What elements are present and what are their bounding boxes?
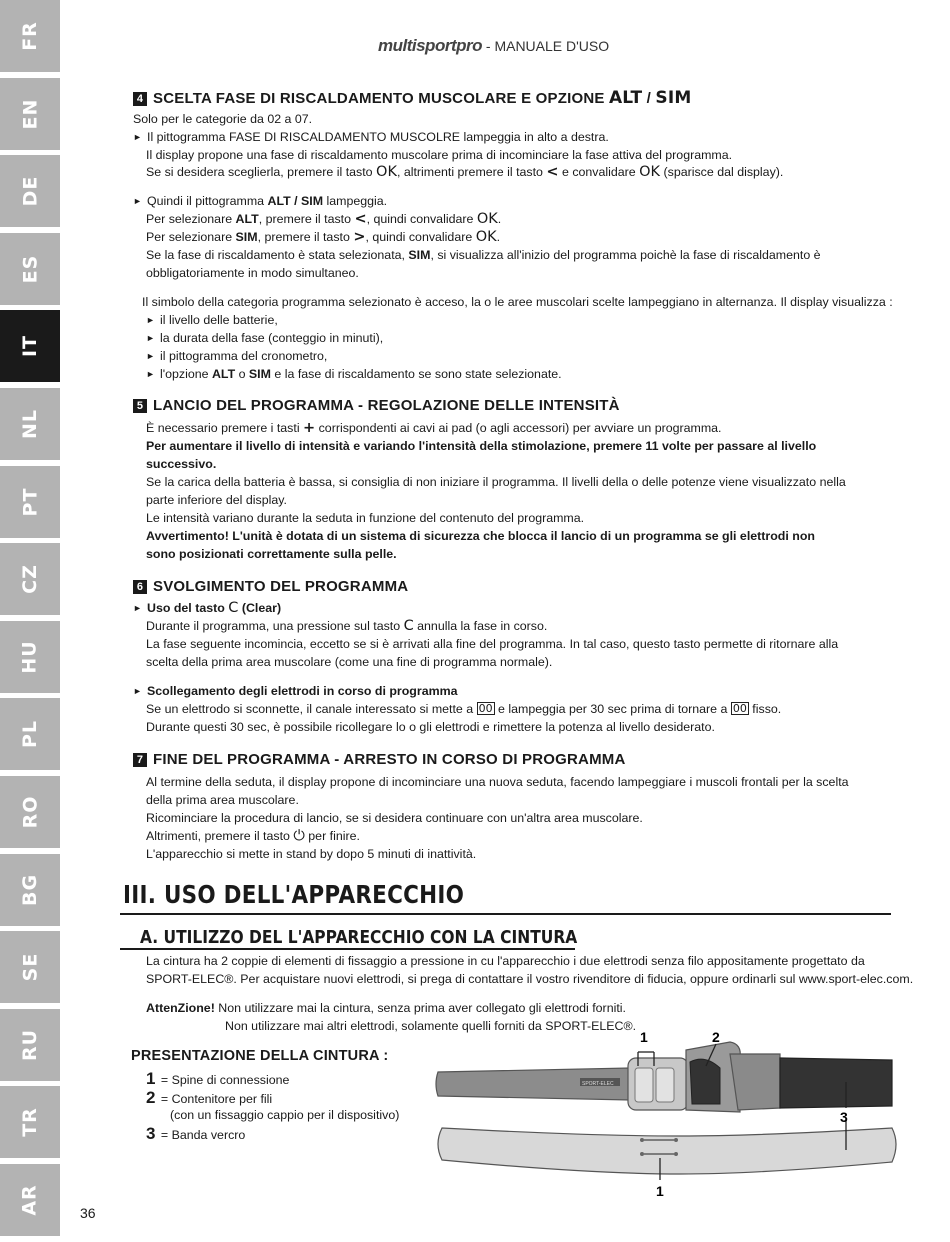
s4-line: Per selezionare SIM, premere il tasto >, quindi convalidare OK. bbox=[146, 229, 501, 245]
ok-key-icon: OK bbox=[639, 164, 661, 180]
section-number: 6 bbox=[133, 580, 147, 594]
language-tab-label: DE bbox=[18, 175, 41, 207]
s4-line: Solo per le categorie da 02 a 07. bbox=[133, 112, 313, 126]
s4-line: obbligatoriamente in modo simultaneo. bbox=[146, 266, 359, 280]
s4-line: Se si desidera sceglierla, premere il tasto OK, altrimenti premere il tasto < e convalidare OK (sparisce dal display). bbox=[146, 164, 784, 180]
legend-item: 3 = Banda vercro bbox=[146, 1124, 246, 1143]
section-7-heading bbox=[133, 751, 626, 768]
list-item: ► l'opzione ALT o SIM e la fase di riscaldamento se sono state selezionate. bbox=[146, 367, 562, 381]
plus-key-icon: + bbox=[303, 420, 316, 436]
section-number: 5 bbox=[133, 399, 147, 413]
bullet-arrow-icon: ► bbox=[133, 132, 142, 142]
s7-line: della prima area muscolare. bbox=[146, 793, 299, 807]
s6-line: scelta della prima area muscolare (come una fine di programma normale). bbox=[146, 655, 553, 669]
clear-key-icon: C bbox=[228, 600, 239, 616]
section-rule bbox=[120, 913, 891, 915]
s6-line: Durante il programma, una pressione sul tasto C annulla la fase in corso. bbox=[146, 618, 548, 634]
section-number: 7 bbox=[133, 753, 147, 767]
belt-bottom bbox=[438, 1128, 896, 1174]
bullet-arrow-icon: ► bbox=[146, 315, 155, 325]
brand-logo: multisportpro bbox=[378, 36, 482, 55]
subsection-a-title: A. UTILIZZO DEL L'APPARECCHIO CON LA CINTURA bbox=[140, 927, 578, 948]
s4-line: ► Il pittogramma FASE DI RISCALDAMENTO MUSCOLRE lampeggia in alto a destra. bbox=[133, 130, 609, 144]
language-tab-label: SE bbox=[18, 952, 41, 982]
suba-line: SPORT-ELEC®. Per acquistare nuovi elettrodi, si prega di contattare il vostro rivenditore di fiducia, oppure ordinarli sul www.sport-elec.com. bbox=[146, 972, 914, 986]
list-item: ► il pittogramma del cronometro, bbox=[146, 349, 328, 363]
suba-line: La cintura ha 2 coppie di elementi di fissaggio a pressione in cu l'apparecchio i due elettrodi senza filo appositamente progettato da bbox=[146, 954, 865, 968]
heading-text: SVOLGIMENTO DEL PROGRAMMA bbox=[153, 578, 409, 595]
s6-line: Durante questi 30 sec, è possibile ricollegare lo o gli elettrodi e rimettere la potenza al livello desiderato. bbox=[146, 720, 715, 734]
s4-line: Per selezionare ALT, premere il tasto <, quindi convalidare OK. bbox=[146, 211, 502, 227]
section-6-heading bbox=[133, 578, 408, 595]
language-tab-label: EN bbox=[18, 98, 41, 130]
language-tab-label: FR bbox=[18, 21, 41, 51]
bullet-arrow-icon: ► bbox=[133, 196, 142, 206]
language-tab-label: PL bbox=[18, 720, 41, 749]
header-title: - MANUALE D'USO bbox=[482, 38, 610, 54]
section-iii-title: III. USO DELL'APPARECCHIO bbox=[123, 880, 465, 909]
presentation-title: PRESENTAZIONE DELLA CINTURA : bbox=[131, 1048, 389, 1064]
language-tab-label: HU bbox=[19, 640, 41, 674]
belt-top bbox=[436, 1042, 892, 1112]
left-key-icon: < bbox=[354, 211, 367, 227]
right-key-icon: > bbox=[353, 229, 366, 245]
section-4-heading bbox=[133, 88, 692, 108]
heading-alt: ALT bbox=[608, 88, 643, 108]
language-tab-label: PT bbox=[18, 487, 41, 517]
ok-key-icon: OK bbox=[475, 229, 497, 245]
s6-line: La fase seguente incomincia, eccetto se si è arrivati alla fine del programma. In tal caso, questo tasto permette di ritornare alla bbox=[146, 637, 839, 651]
s6-subheading: ► Uso del tasto C (Clear) bbox=[133, 600, 282, 616]
ok-key-icon: OK bbox=[376, 164, 397, 180]
s6-subheading: ► Scollegamento degli elettrodi in corso di programma bbox=[133, 684, 458, 698]
callout-1-top: 1 bbox=[640, 1029, 648, 1045]
heading-text: FINE DEL PROGRAMMA - ARRESTO IN CORSO DI PROGRAMMA bbox=[153, 751, 626, 768]
heading-slash: / bbox=[642, 90, 656, 107]
s4-line: ► Quindi il pittogramma ALT / SIM lampeggia. bbox=[133, 194, 388, 208]
s7-line: Al termine della seduta, il display propone di incominciare una nuova seduta, facendo lampeggiare i muscoli frontali per la scelta bbox=[146, 775, 849, 789]
left-key-icon: < bbox=[546, 164, 559, 180]
warning-line: Non utilizzare mai altri elettrodi, solamente quelli forniti da SPORT-ELEC®. bbox=[225, 1019, 637, 1033]
subsection-rule bbox=[120, 948, 575, 950]
legend-item: 1 = Spine di connessione bbox=[146, 1069, 290, 1088]
heading-sim: SIM bbox=[655, 88, 692, 108]
ok-key-icon: OK bbox=[476, 211, 498, 227]
callout-1-bottom: 1 bbox=[656, 1183, 664, 1199]
belt-brand-label: SPORT-ELEC bbox=[582, 1081, 614, 1087]
s4-line: Il display propone una fase di riscaldamento muscolare prima di incominciare la fase attiva del programma. bbox=[146, 148, 733, 162]
segment-display-icon: 00 bbox=[732, 702, 747, 715]
s5-line: Se la carica della batteria è bassa, si consiglia di non iniziare il programma. Il livelli della o delle potenze viene visualizzato nella bbox=[146, 475, 846, 489]
s7-line: L'apparecchio si mette in stand by dopo 5 minuti di inattività. bbox=[146, 847, 477, 861]
language-tab-label: BG bbox=[18, 873, 41, 906]
bullet-arrow-icon: ► bbox=[146, 369, 155, 379]
s5-line: parte inferiore del display. bbox=[146, 493, 287, 507]
s5-line: È necessario premere i tasti + corrispondenti ai cavi ai pad (o agli accessori) per avviare un programma. bbox=[146, 420, 722, 436]
s5-line: Avvertimento! L'unità è dotata di un sistema di sicurezza che blocca il lancio di un programma se gli elettrodi non bbox=[146, 529, 815, 543]
warning-label: AttenZione! bbox=[146, 1001, 215, 1015]
power-key-icon: ⏻ bbox=[293, 828, 305, 844]
warning-line: AttenZione! Non utilizzare mai la cintura, senza prima aver collegato gli elettrodi forniti. bbox=[146, 1001, 626, 1015]
language-tab-label: TR bbox=[19, 1107, 41, 1138]
bullet-arrow-icon: ► bbox=[133, 686, 142, 696]
language-tab-label: ES bbox=[18, 254, 41, 284]
page-number: 36 bbox=[80, 1205, 96, 1221]
callout-2: 2 bbox=[712, 1029, 720, 1045]
list-item: ► la durata della fase (conteggio in minuti), bbox=[146, 331, 384, 345]
language-tab-label: RO bbox=[18, 795, 41, 829]
list-item: ► il livello delle batterie, bbox=[146, 313, 278, 327]
language-tab-label: CZ bbox=[18, 564, 41, 595]
s5-line: Le intensità variano durante la seduta in funzione del contenuto del programma. bbox=[146, 511, 585, 525]
language-tab-label: RU bbox=[19, 1028, 41, 1061]
s7-line: Altrimenti, premere il tasto ⏻ per finire. bbox=[146, 828, 360, 844]
section-5-heading bbox=[133, 397, 620, 414]
s5-line: Per aumentare il livello di intensità e variando l'intensità della stimolazione, premere 11 volte per passare al livello bbox=[146, 439, 817, 453]
s4-line: Se la fase di riscaldamento è stata selezionata, SIM, si visualizza all'inizio del programma poichè la fase di riscaldamento è bbox=[146, 248, 821, 262]
legend-item: (con un fissaggio cappio per il dispositivo) bbox=[170, 1108, 400, 1122]
legend-item: 2 = Contenitore per fili bbox=[146, 1088, 273, 1107]
section-number: 4 bbox=[133, 92, 147, 106]
language-tab-label: AR bbox=[19, 1184, 41, 1216]
bullet-arrow-icon: ► bbox=[146, 351, 155, 361]
clear-key-icon: C bbox=[403, 618, 414, 634]
segment-display-icon: 00 bbox=[478, 702, 493, 715]
callout-3: 3 bbox=[840, 1109, 848, 1125]
bullet-arrow-icon: ► bbox=[146, 333, 155, 343]
heading-text: SCELTA FASE DI RISCALDAMENTO MUSCOLARE E OPZIONE bbox=[153, 90, 609, 107]
s6-line: Se un elettrodo si sconnette, il canale interessato si mette a 00 e lampeggia per 30 sec prima di tornare a 00 fisso. bbox=[146, 702, 782, 716]
bullet-arrow-icon: ► bbox=[133, 603, 142, 613]
heading-text: LANCIO DEL PROGRAMMA - REGOLAZIONE DELLE INTENSITÀ bbox=[153, 397, 620, 414]
s5-line: sono posizionati correttamente sulla pelle. bbox=[146, 547, 397, 561]
s4-line: Il simbolo della categoria programma selezionato è acceso, la o le aree muscolari scelte lampeggiano in alternanza. Il display visualizza : bbox=[142, 295, 893, 309]
belt-illustration bbox=[430, 1024, 900, 1204]
s5-line: successivo. bbox=[146, 457, 217, 471]
s7-line: Ricominciare la procedura di lancio, se si desidera continuare con un'altra area muscolare. bbox=[146, 811, 643, 825]
language-tab-label: IT bbox=[19, 335, 41, 358]
language-tab-label: NL bbox=[18, 408, 41, 440]
